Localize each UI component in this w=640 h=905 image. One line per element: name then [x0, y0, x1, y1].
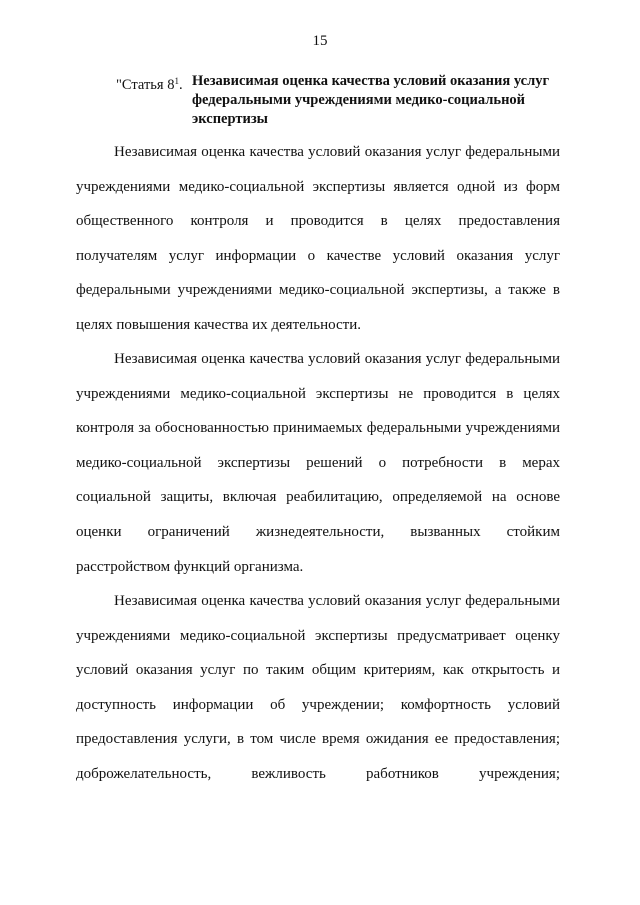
- paragraph-1: Независимая оценка качества условий оказания услуг федеральными учреждениями медико-социальной экспертизы является одной из форм общественного контроля и проводится в целях предоставления получателям услуг информации о качестве условий оказания услуг федеральными учреждениями медико-социальной экспертизы, а также в целях повышения качества их деятельности.: [76, 144, 560, 333]
- page-number: 15: [312, 33, 328, 49]
- paragraph-2: Независимая оценка качества условий оказания услуг федеральными учреждениями медико-социальной экспертизы не проводится в целях контроля за обоснованностью принимаемых федеральными учреждениями медико-социальной экспертизы решений о потребности в мерах социальной защиты, включая реабилитацию, определяемой на основе оценки ограничений жизнедеятельности, вызванных стойким расстройством функций организма.: [76, 351, 560, 575]
- paragraph-3: Независимая оценка качества условий оказания услуг федеральными учреждениями медико-социальной экспертизы предусматривает оценку условий оказания услуг по таким общим критериям, как открытость и доступность информации об учреждении; комфортность условий предоставления услуги, в том числе время ожидания ее предоставления; доброжелательность, вежливость работников учреждения;: [76, 593, 560, 782]
- article-heading: [116, 72, 586, 129]
- article-label: [116, 72, 183, 95]
- article-title: Независимая оценка качества условий оказания услуг федеральными учреждениями медико-социальной экспертизы: [192, 73, 550, 127]
- article-label-suffix: .: [178, 77, 183, 93]
- article-label-superscript: 1: [174, 76, 179, 86]
- article-label-prefix: "Статья 8: [116, 77, 175, 93]
